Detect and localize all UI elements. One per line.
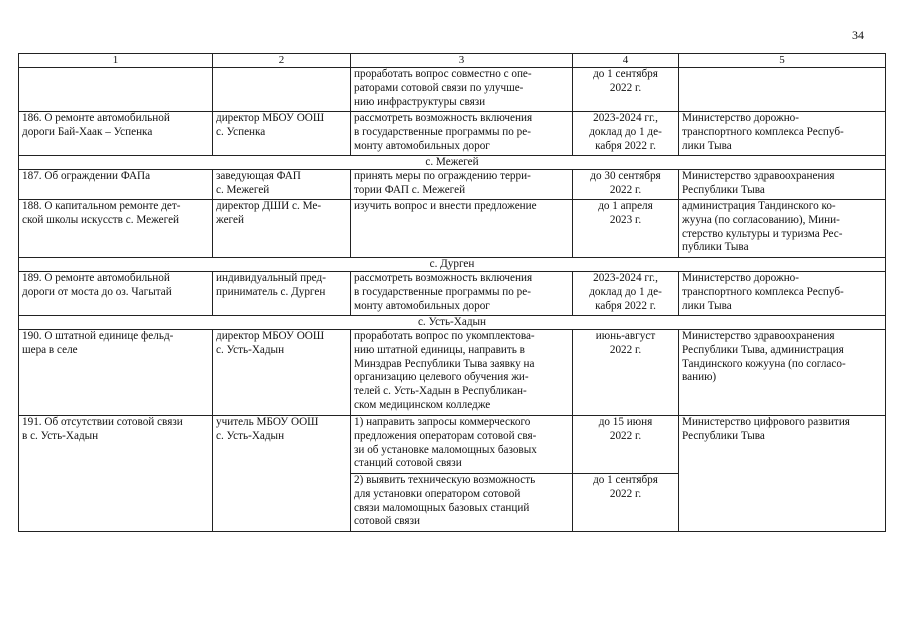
deadline-cell bbox=[573, 112, 679, 156]
section-heading: с. Усть-Хадын bbox=[19, 316, 886, 330]
deadline-cell bbox=[573, 474, 679, 532]
text-line: в государственные программы по ре- bbox=[354, 125, 531, 138]
section-heading: с. Межегей bbox=[19, 156, 886, 170]
deadline-cell bbox=[573, 170, 679, 200]
text-line: ванию) bbox=[682, 371, 717, 384]
text-line: 187. Об ограждении ФАПа bbox=[22, 170, 151, 182]
responsible-cell bbox=[679, 272, 886, 316]
action-cell bbox=[351, 272, 573, 316]
text-line: лики Тыва bbox=[682, 299, 732, 312]
action-cell bbox=[351, 68, 573, 112]
responsible-cell bbox=[679, 68, 886, 112]
text-line: проработать вопрос совместно с опе- bbox=[354, 68, 532, 80]
text-line: приниматель с. Дурген bbox=[216, 285, 326, 298]
text-line: для установки оператором сотовой bbox=[354, 487, 521, 500]
text-line: до 15 июня bbox=[598, 416, 653, 428]
text-line: в государственные программы по ре- bbox=[354, 285, 531, 298]
text-line: 2022 г. bbox=[609, 429, 642, 442]
text-line: кабря 2022 г. bbox=[595, 299, 656, 312]
issue-cell bbox=[19, 200, 213, 258]
text-line: раторами сотовой связи по улучше- bbox=[354, 81, 524, 94]
text-line: Минздрав Республики Тыва заявку на bbox=[354, 357, 535, 370]
issue-cell bbox=[19, 330, 213, 416]
issue-cell bbox=[19, 112, 213, 156]
section-row-mezhegey bbox=[19, 156, 886, 170]
text-line: с. Межегей bbox=[216, 183, 270, 196]
text-line: Министерство дорожно- bbox=[682, 112, 800, 124]
text-line: 189. О ремонте автомобильной bbox=[22, 272, 170, 284]
text-line: Министерство здравоохранения bbox=[682, 330, 835, 342]
text-line: Республики Тыва, администрация bbox=[682, 343, 844, 356]
text-line: шера в селе bbox=[22, 343, 78, 356]
measures-table bbox=[18, 53, 886, 532]
text-line: администрация Тандинского ко- bbox=[682, 200, 836, 212]
text-line: директор ДШИ с. Ме- bbox=[216, 200, 322, 212]
text-line: Министерство дорожно- bbox=[682, 272, 800, 284]
responsible-cell bbox=[679, 330, 886, 416]
applicant-cell bbox=[213, 330, 351, 416]
text-line: кабря 2022 г. bbox=[595, 139, 656, 152]
issue-cell bbox=[19, 170, 213, 200]
text-line: монту автомобильных дорог bbox=[354, 139, 490, 152]
text-line: жууна (по согласованию), Мини- bbox=[682, 213, 840, 226]
text-line: директор МБОУ ООШ bbox=[216, 112, 325, 124]
text-line: Министерство цифрового развития bbox=[682, 416, 850, 428]
text-line: Республики Тыва bbox=[682, 429, 765, 442]
applicant-cell bbox=[213, 170, 351, 200]
text-line: до 1 сентября bbox=[593, 474, 658, 486]
text-line: 191. Об отсутствии сотовой связи bbox=[22, 416, 183, 428]
responsible-cell bbox=[679, 170, 886, 200]
text-line: монту автомобильных дорог bbox=[354, 299, 490, 312]
applicant-cell bbox=[213, 200, 351, 258]
text-line: до 30 сентября bbox=[590, 170, 661, 182]
text-line: транспортного комплекса Респуб- bbox=[682, 125, 844, 138]
text-line: телей с. Усть-Хадын в Республикан- bbox=[354, 385, 527, 398]
text-line: до 1 сентября bbox=[593, 68, 658, 80]
action-cell bbox=[351, 200, 573, 258]
table-row-187 bbox=[19, 170, 886, 200]
text-line: рассмотреть возможность включения bbox=[354, 272, 533, 284]
applicant-cell bbox=[213, 416, 351, 532]
action-cell bbox=[351, 170, 573, 200]
text-line: доклад до 1 де- bbox=[589, 125, 662, 138]
deadline-cell bbox=[573, 416, 679, 474]
page-number: 34 bbox=[852, 28, 864, 42]
text-line: с. Усть-Хадын bbox=[216, 429, 285, 442]
text-line: заведующая ФАП bbox=[216, 170, 301, 182]
column-header-4: 4 bbox=[573, 54, 679, 68]
deadline-cell bbox=[573, 272, 679, 316]
issue-cell bbox=[19, 416, 213, 532]
applicant-cell bbox=[213, 272, 351, 316]
text-line: с. Усть-Хадын bbox=[216, 343, 285, 356]
text-line: с. Успенка bbox=[216, 125, 266, 138]
text-line: 2022 г. bbox=[609, 183, 642, 196]
column-header-5: 5 bbox=[679, 54, 886, 68]
text-line: лики Тыва bbox=[682, 139, 732, 152]
text-line: организацию целевого обучения жи- bbox=[354, 371, 529, 384]
section-heading: с. Дурген bbox=[19, 258, 886, 272]
text-line: стерство культуры и туризма Рес- bbox=[682, 227, 843, 240]
text-line: изучить вопрос и внести предложение bbox=[354, 200, 537, 212]
text-line: дороги от моста до оз. Чагытай bbox=[22, 285, 172, 298]
text-line: рассмотреть возможность включения bbox=[354, 112, 533, 124]
text-line: 2) выявить техническую возможность bbox=[354, 474, 536, 486]
responsible-cell bbox=[679, 416, 886, 532]
column-header-1: 1 bbox=[19, 54, 213, 68]
responsible-cell bbox=[679, 200, 886, 258]
column-header-2: 2 bbox=[213, 54, 351, 68]
text-line: связи маломощных базовых станций bbox=[354, 501, 530, 514]
text-line: 2023 г. bbox=[609, 213, 642, 226]
text-line: публики Тыва bbox=[682, 241, 749, 254]
deadline-cell bbox=[573, 330, 679, 416]
text-line: Министерство здравоохранения bbox=[682, 170, 835, 182]
text-line: принять меры по ограждению терри- bbox=[354, 170, 531, 182]
column-number-row bbox=[19, 54, 886, 68]
deadline-cell bbox=[573, 200, 679, 258]
text-line: 2023-2024 гг., bbox=[593, 112, 658, 124]
text-line: дороги Бай-Хаак – Успенка bbox=[22, 125, 153, 138]
text-line: нию штатной единицы, направить в bbox=[354, 343, 525, 356]
table-row-continuation bbox=[19, 68, 886, 112]
text-line: нию инфраструктуры связи bbox=[354, 95, 486, 108]
text-line: 1) направить запросы коммерческого bbox=[354, 416, 531, 428]
text-line: Тандинского кожууна (по согласо- bbox=[682, 357, 846, 370]
text-line: проработать вопрос по укомплектова- bbox=[354, 330, 535, 342]
responsible-cell bbox=[679, 112, 886, 156]
text-line: жегей bbox=[216, 213, 244, 226]
text-line: тории ФАП с. Межегей bbox=[354, 183, 466, 196]
action-cell bbox=[351, 330, 573, 416]
text-line: июнь-август bbox=[595, 330, 656, 342]
action-cell bbox=[351, 112, 573, 156]
deadline-cell bbox=[573, 68, 679, 112]
text-line: до 1 апреля bbox=[598, 200, 653, 212]
text-line: в с. Усть-Хадын bbox=[22, 429, 99, 442]
column-header-3: 3 bbox=[351, 54, 573, 68]
section-row-ust-khadyn bbox=[19, 316, 886, 330]
text-line: ском медицинском колледже bbox=[354, 398, 491, 411]
text-line: ской школы искусств с. Межегей bbox=[22, 213, 180, 226]
text-line: 2022 г. bbox=[609, 81, 642, 94]
section-row-durgen bbox=[19, 258, 886, 272]
table-row-186 bbox=[19, 112, 886, 156]
text-line: 2022 г. bbox=[609, 343, 642, 356]
table-row-188 bbox=[19, 200, 886, 258]
text-line: станций сотовой связи bbox=[354, 457, 462, 470]
text-line: индивидуальный пред- bbox=[216, 272, 326, 284]
text-line: сотовой связи bbox=[354, 515, 420, 528]
table-row-189 bbox=[19, 272, 886, 316]
text-line: 2023-2024 гг., bbox=[593, 272, 658, 284]
text-line: 190. О штатной единице фельд- bbox=[22, 330, 174, 342]
table-row-191 bbox=[19, 416, 886, 474]
text-line: 186. О ремонте автомобильной bbox=[22, 112, 170, 124]
text-line: 188. О капитальном ремонте дет- bbox=[22, 200, 181, 212]
text-line: 2022 г. bbox=[609, 487, 642, 500]
applicant-cell bbox=[213, 112, 351, 156]
text-line: транспортного комплекса Респуб- bbox=[682, 285, 844, 298]
issue-cell bbox=[19, 272, 213, 316]
text-line: зи об установке маломощных базовых bbox=[354, 443, 537, 456]
text-line: учитель МБОУ ООШ bbox=[216, 416, 319, 428]
text-line: предложения операторам сотовой свя- bbox=[354, 429, 537, 442]
table-row-190 bbox=[19, 330, 886, 416]
text-line: доклад до 1 де- bbox=[589, 285, 662, 298]
applicant-cell bbox=[213, 68, 351, 112]
text-line: Республики Тыва bbox=[682, 183, 765, 196]
issue-cell bbox=[19, 68, 213, 112]
text-line: директор МБОУ ООШ bbox=[216, 330, 325, 342]
action-cell bbox=[351, 474, 573, 532]
action-cell bbox=[351, 416, 573, 474]
